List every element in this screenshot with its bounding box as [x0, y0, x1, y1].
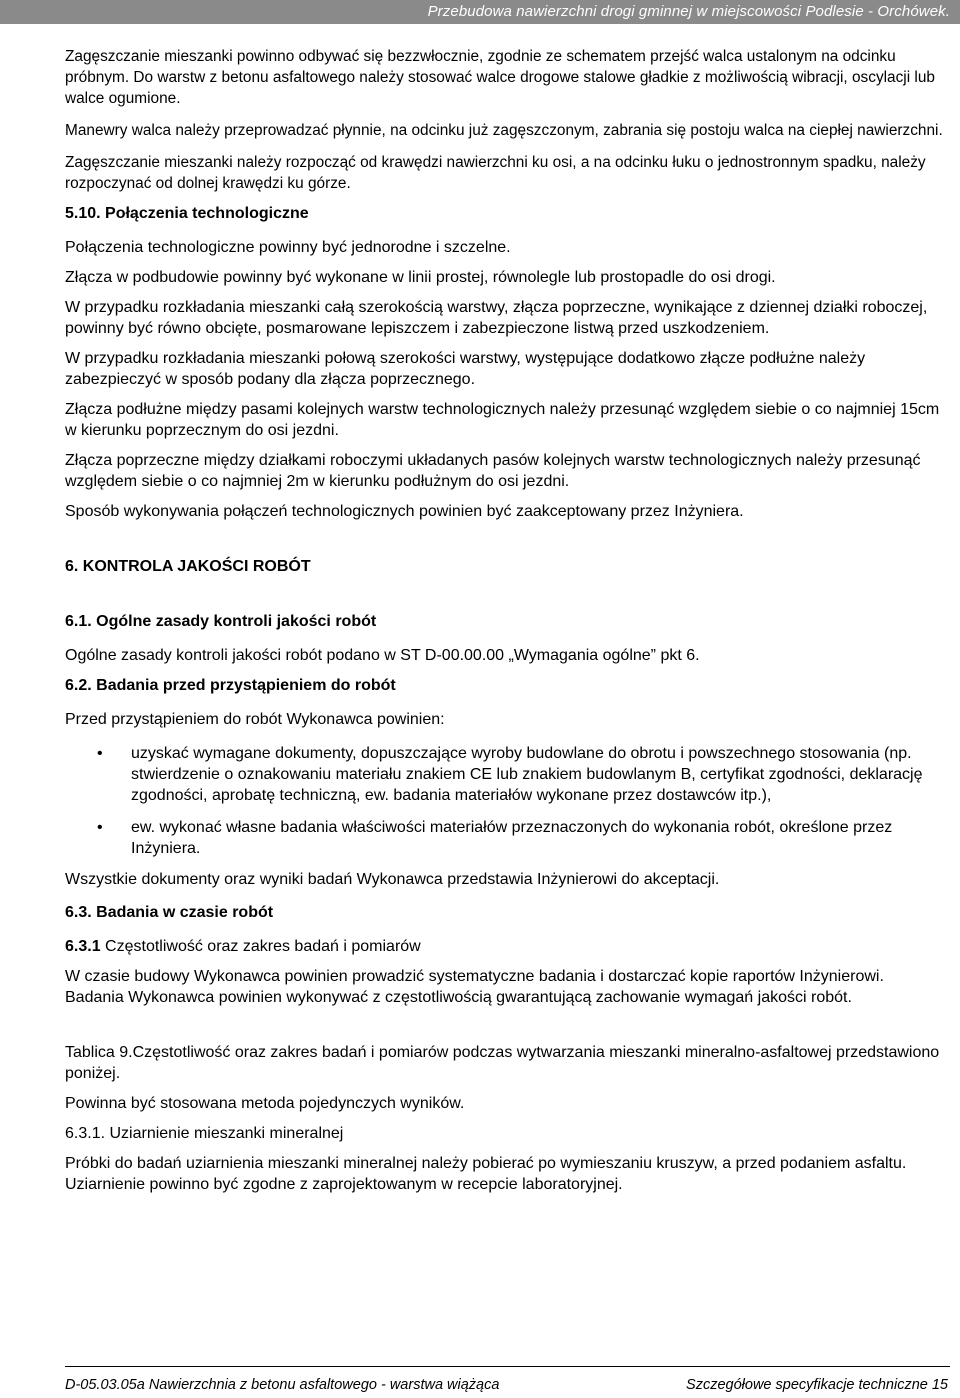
- paragraph: Złącza w podbudowie powinny być wykonane w linii prostej, równolegle lub prostopadle do osi drogi.: [65, 269, 776, 286]
- section-heading-6-3: 6.3. Badania w czasie robót: [65, 904, 274, 921]
- heading-text: Częstotliwość oraz zakres badań i pomiarów: [100, 938, 421, 955]
- footer-divider: [65, 1366, 950, 1367]
- paragraph: Manewry walca należy przeprowadzać płynnie, na odcinku już zagęszczonym, zabrania się postoju walca na ciepłej nawierzchni.: [65, 122, 943, 139]
- paragraph: Sposób wykonywania połączeń technologicznych powinien być zaakceptowany przez Inżyniera.: [65, 503, 744, 520]
- paragraph: Wszystkie dokumenty oraz wyniki badań Wykonawca przedstawia Inżynierowi do akceptacji.: [65, 871, 720, 888]
- paragraph: Próbki do badań uziarnienia mieszanki mineralnej należy pobierać po wymieszaniu kruszyw, a przed podaniem asfaltu. Uziarnienie powinno być zgodne z zaprojektowanym w recepcie laboratoryjnej.: [65, 1155, 907, 1193]
- section-heading-5-10: 5.10. Połączenia technologiczne: [65, 205, 309, 222]
- section-heading-6: 6. KONTROLA JAKOŚCI ROBÓT: [65, 558, 311, 575]
- paragraph: Powinna być stosowana metoda pojedynczych wyników.: [65, 1095, 465, 1112]
- paragraph: Złącza podłużne między pasami kolejnych warstw technologicznych należy przesunąć względem siebie o co najmniej 15cm w kierunku poprzecznym do osi jezdni.: [65, 401, 940, 439]
- header-title: Przebudowa nawierzchni drogi gminnej w miejscowości Podlesie - Orchówek.: [427, 3, 950, 20]
- paragraph: Złącza poprzeczne między działkami roboczymi układanych pasów kolejnych warstw technologicznych należy przesunąć względem siebie o co najmniej 2m w kierunku podłużnym do osi jezdni.: [65, 452, 921, 490]
- list-item: [65, 743, 945, 806]
- paragraph: W przypadku rozkładania mieszanki połową szerokości warstwy, występujące dodatkowo złącze podłużne należy zabezpieczyć w sposób podany dla złącza poprzecznego.: [65, 350, 866, 388]
- page-header: [0, 0, 960, 24]
- paragraph: Tablica 9.Częstotliwość oraz zakres badań i pomiarów podczas wytwarzania mieszanki mineralno-asfaltowej przedstawiono poniżej.: [65, 1044, 940, 1082]
- paragraph: W czasie budowy Wykonawca powinien prowadzić systematyczne badania i dostarczać kopie raportów Inżynierowi. Badania Wykonawca powinien wykonywać z częstotliwością gwarantującą zachowanie wymagań jakości robót.: [65, 968, 884, 1006]
- footer-spec-page: Szczegółowe specyfikacje techniczne 15: [686, 1377, 948, 1393]
- document-body: [65, 46, 945, 1195]
- list-item-text: ew. wykonać własne badania właściwości materiałów przeznaczonych do wykonania robót, określone przez Inżyniera.: [131, 819, 893, 857]
- paragraph: Przed przystąpieniem do robót Wykonawca powinien:: [65, 711, 445, 728]
- bullet-icon: •: [97, 745, 103, 762]
- list-item-text: uzyskać wymagane dokumenty, dopuszczające wyroby budowlane do obrotu i powszechnego stosowania (np. stwierdzenie o oznakowaniu materiału znakiem CE lub znakiem budowlanym B, certyfikat zgodności, deklarację zgodności, aprobatę techniczną, ew. badania materiałów wykonane przez dostawców itp.),: [131, 745, 923, 804]
- footer-document-code: D-05.03.05a Nawierzchnia z betonu asfaltowego - warstwa wiążąca: [65, 1377, 500, 1393]
- section-heading-6-2: 6.2. Badania przed przystąpieniem do robót: [65, 677, 396, 694]
- paragraph: Zagęszczanie mieszanki należy rozpocząć od krawędzi nawierzchni ku osi, a na odcinku łuku o jednostronnym spadku, należy rozpoczynać od dolnej krawędzi ku górze.: [65, 154, 926, 192]
- bullet-list: [65, 743, 945, 859]
- section-heading-6-3-1: [65, 936, 945, 957]
- section-heading-6-1: 6.1. Ogólne zasady kontroli jakości robót: [65, 613, 377, 630]
- paragraph: Ogólne zasady kontroli jakości robót podano w ST D-00.00.00 „Wymagania ogólne” pkt 6.: [65, 647, 700, 664]
- paragraph: W przypadku rozkładania mieszanki całą szerokością warstwy, złącza poprzeczne, wynikające z dziennej działki roboczej, powinny być równo obcięte, posmarowane lepiszczem i zabezpieczone listwą przed uszkodzeniem.: [65, 299, 928, 337]
- subsection-heading: 6.3.1. Uziarnienie mieszanki mineralnej: [65, 1125, 344, 1142]
- heading-number: 6.3.1: [65, 938, 101, 955]
- paragraph: Zagęszczanie mieszanki powinno odbywać się bezzwłocznie, zgodnie ze schematem przejść walca ustalonym na odcinku próbnym. Do warstw z betonu asfaltowego należy stosować walce drogowe stalowe gładkie z możliwością wibracji, oscylacji lub walce ogumione.: [65, 48, 935, 107]
- list-item: [65, 817, 945, 859]
- bullet-icon: •: [97, 819, 103, 836]
- paragraph: Połączenia technologiczne powinny być jednorodne i szczelne.: [65, 239, 511, 256]
